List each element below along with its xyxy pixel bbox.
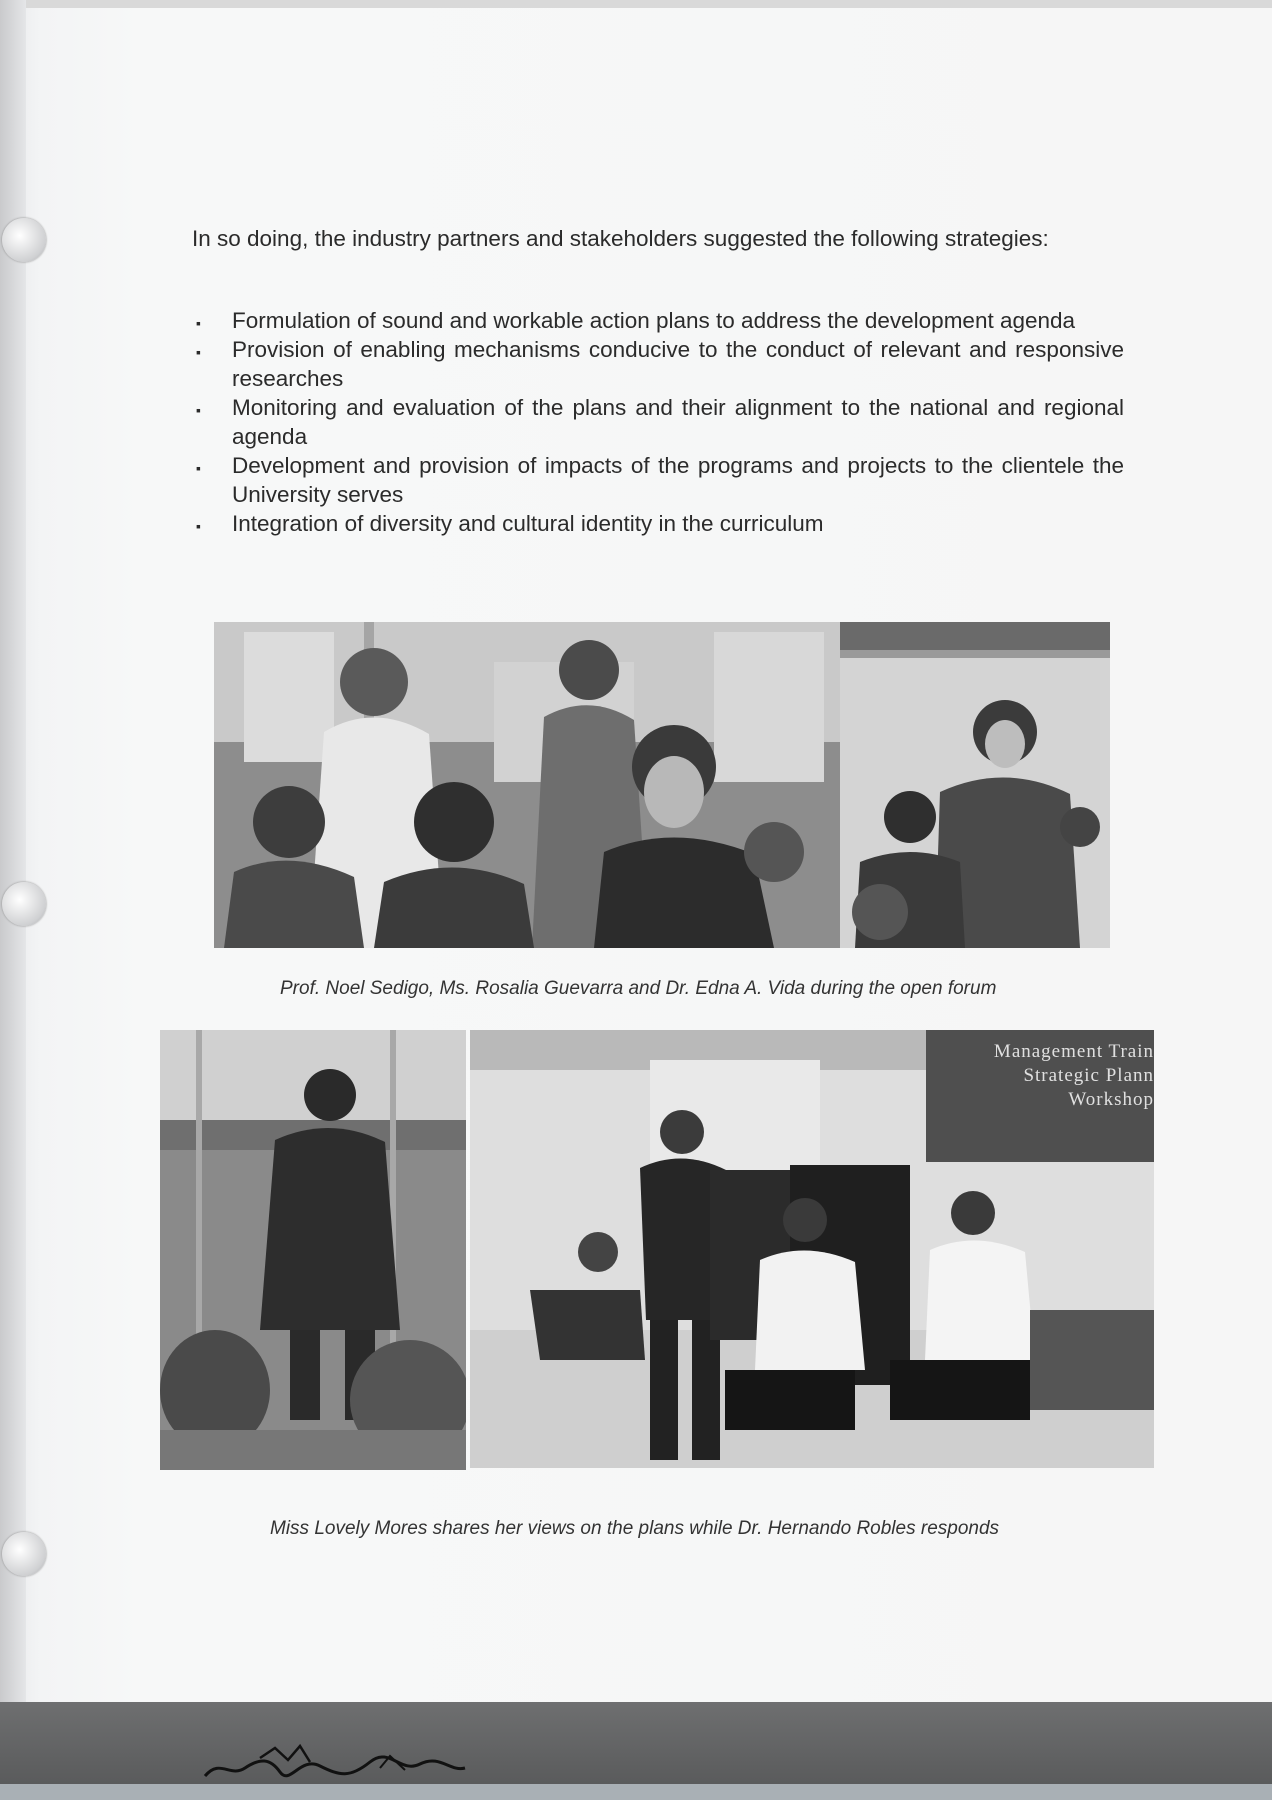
intro-paragraph: In so doing, the industry partners and stakeholders suggested the following strategies:	[192, 226, 1049, 251]
caption-open-forum: Prof. Noel Sedigo, Ms. Rosalia Guevarra and Dr. Edna A. Vida during the open forum	[280, 978, 997, 999]
caption-views-response: Miss Lovely Mores shares her views on the plans while Dr. Hernando Robles responds	[270, 1518, 1000, 1539]
footer-band	[0, 1702, 1272, 1784]
punch-hole	[2, 218, 46, 262]
signature-scribble	[200, 1738, 470, 1786]
list-item: ▪ Development and provision of impacts of the programs and projects to the clientele the University serves	[196, 453, 1124, 507]
list-item: ▪ Monitoring and evaluation of the plans and their alignment to the national and regional agenda	[196, 395, 1124, 449]
footer-edge	[0, 1784, 1272, 1800]
banner-text: Management Train Strategic Plann Workshop	[993, 1041, 1154, 1110]
bullet-icon: ▪	[196, 315, 201, 331]
bullet-icon: ▪	[196, 460, 201, 476]
punch-hole	[2, 882, 46, 926]
photo-woman-sharing-views	[160, 1030, 466, 1470]
strategies-list	[196, 306, 1124, 538]
views-photo-left	[160, 1030, 466, 1470]
open-forum-photo-right	[840, 622, 1110, 948]
photo-open-forum-audience	[214, 622, 842, 948]
scan-top-edge	[0, 0, 1272, 8]
list-item: ▪ Formulation of sound and workable action plans to address the development agenda	[196, 306, 1124, 335]
bullet-icon: ▪	[196, 518, 201, 534]
list-item: ▪ Provision of enabling mechanisms conducive to the conduct of relevant and responsive researches	[196, 337, 1124, 391]
bullet-icon: ▪	[196, 344, 201, 360]
list-item: ▪ Integration of diversity and cultural identity in the curriculum	[196, 509, 1124, 538]
photo-speaker-with-microphone	[840, 622, 1110, 948]
open-forum-photo-left	[214, 622, 842, 948]
views-photo-right	[470, 1030, 1154, 1468]
punch-hole	[2, 1532, 46, 1576]
bullet-icon: ▪	[196, 402, 201, 418]
